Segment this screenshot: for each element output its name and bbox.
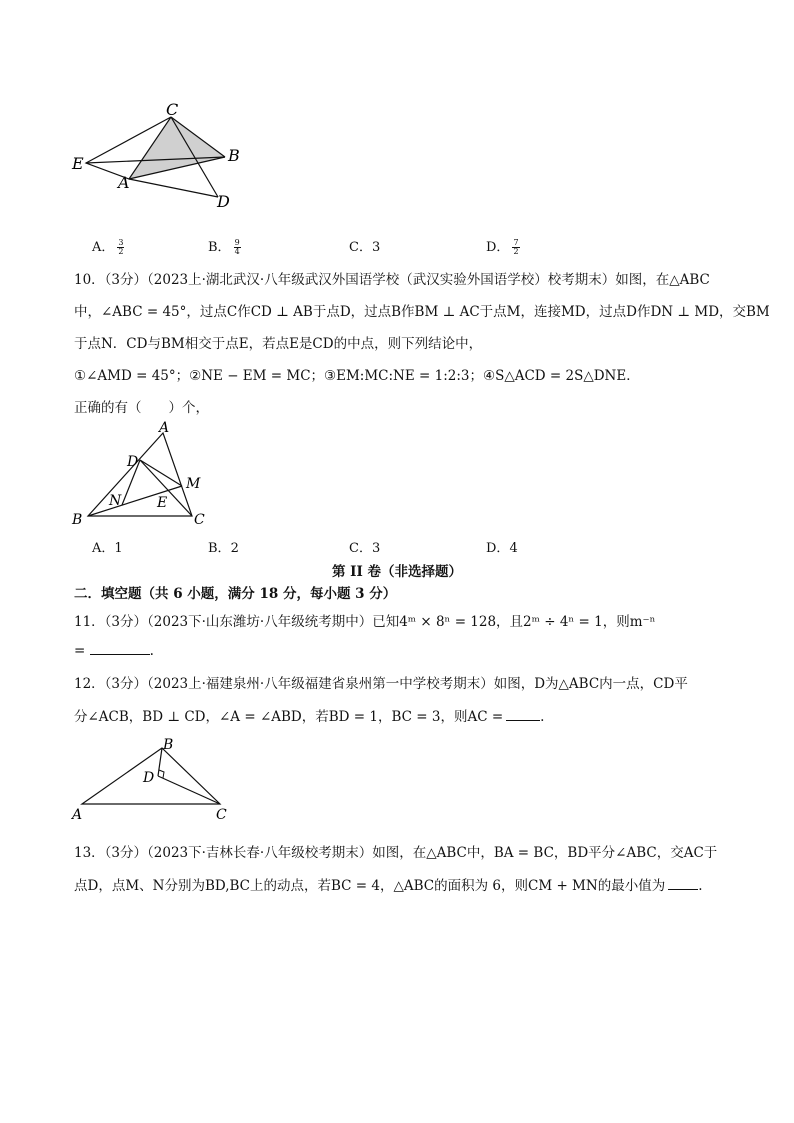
q10-option-b-value: 2 — [230, 541, 239, 556]
part2-title: 第 II 卷（非选择题） — [331, 564, 463, 580]
q10-option-c-letter: C． — [349, 541, 372, 556]
q10-option-c-value: 3 — [371, 541, 381, 556]
q13-line-2-text: 点D，点M、N分别为BD,BC上的动点，若BC = 4，△ABC的面积为 6，则CM + MN的最小值为 — [74, 878, 666, 894]
q12-line-2 — [74, 706, 544, 727]
q10-line-1: 10．（3分）（2023上·湖北武汉·八年级武汉外国语学校（武汉实验外国语学校）校考期末）如图，在△ABC — [74, 272, 710, 288]
q11-answer-blank[interactable] — [90, 640, 150, 655]
q9-option-c-value: 3 — [371, 240, 381, 255]
q13-line-1: 13．（3分）（2023下·吉林长春·八年级校考期末）如图，在△ABC中，BA = BC，BD平分∠ABC，交AC于 — [74, 845, 718, 861]
q9-option-d[interactable] — [486, 236, 520, 256]
q9-option-d-letter: D． — [486, 240, 510, 255]
q10-line-3: 于点N．CD与BM相交于点E，若点E是CD的中点，则下列结论中， — [74, 336, 483, 352]
q11-line-2 — [74, 640, 154, 661]
q9-option-a-letter: A． — [92, 240, 115, 255]
q11-line-1: 11．（3分）（2023下·山东潍坊·八年级统考期中）已知4ᵐ × 8ⁿ = 128，且2ᵐ ÷ 4ⁿ = 1，则m⁻ⁿ — [74, 614, 656, 630]
q12-label-a: A — [72, 807, 83, 823]
q10-line-2: 中，∠ABC = 45°，过点C作CD ⊥ AB于点D，过点B作BM ⊥ AC于点M，连接MD，过点D作DN ⊥ MD，交BM — [74, 304, 770, 320]
q12-label-c: C — [216, 807, 227, 823]
q12-line-1: 12．（3分）（2023上·福建泉州·八年级福建省泉州第一中学校考期末）如图，D为△ABC内一点，CD平 — [74, 676, 688, 692]
q12-period: . — [540, 709, 545, 725]
q10-option-a[interactable] — [92, 537, 123, 556]
q9-option-a-fraction: $\frac{3}{2}$ — [118, 238, 124, 256]
q9-label-d: D — [217, 192, 230, 211]
q9-option-d-fraction: $\frac{7}{2}$ — [513, 238, 519, 256]
q13-line-2 — [74, 875, 703, 896]
q10-label-b: B — [72, 512, 83, 528]
q11-period: . — [149, 643, 154, 659]
q10-option-d[interactable] — [486, 537, 518, 556]
q9-label-c: C — [166, 100, 179, 119]
q9-option-b-fraction: $\frac{9}{4}$ — [234, 238, 240, 256]
q13-period: . — [698, 878, 703, 894]
q10-option-a-letter: A． — [92, 541, 115, 556]
q12-label-d: D — [143, 770, 155, 786]
q10-option-b-letter: B． — [208, 541, 231, 556]
q10-option-c[interactable] — [349, 537, 380, 556]
q10-option-a-value: 1 — [114, 541, 123, 556]
q10-line-5: 正确的有（ ）个， — [74, 400, 209, 416]
q10-label-e: E — [157, 495, 168, 511]
q12-label-b: B — [163, 737, 174, 753]
q10-option-b[interactable] — [208, 537, 239, 556]
q9-line-ad — [129, 179, 218, 197]
q10-option-d-letter: D． — [486, 541, 510, 556]
q10-label-a: A — [159, 420, 170, 436]
q9-label-e: E — [72, 154, 84, 173]
q9-option-c-letter: C． — [349, 240, 372, 255]
q10-option-d-value: 4 — [509, 541, 518, 556]
q9-option-a[interactable] — [92, 236, 124, 256]
q12-line-bd — [158, 748, 162, 776]
q12-figure — [60, 736, 240, 826]
q10-label-m: M — [186, 476, 201, 492]
q9-option-b-letter: B． — [208, 240, 231, 255]
q10-label-c: C — [194, 512, 205, 528]
q10-triangle-abc — [88, 433, 192, 516]
q12-line-2-text: 分∠ACB，BD ⊥ CD，∠A = ∠ABD，若BD = 1，BC = 3，则AC = — [74, 709, 504, 725]
q9-option-b[interactable] — [208, 236, 241, 256]
q10-label-n: N — [109, 493, 122, 509]
q10-figure — [60, 418, 220, 530]
q9-label-a: A — [118, 173, 130, 192]
q9-figure — [60, 95, 260, 215]
q12-line-dc — [158, 776, 220, 804]
q12-answer-blank[interactable] — [506, 706, 540, 721]
q9-option-c[interactable] — [349, 236, 380, 255]
q13-answer-blank[interactable] — [668, 875, 698, 890]
q9-label-b: B — [228, 146, 240, 165]
q11-equals: = — [74, 643, 86, 659]
q10-label-d: D — [127, 454, 139, 470]
q10-line-4: ①∠AMD = 45°；②NE − EM = MC；③EM:MC:NE = 1:2:3；④S△ACD = 2S△DNE． — [74, 368, 640, 384]
section-heading: 二．填空题（共 6 小题，满分 18 分，每小题 3 分） — [74, 586, 397, 602]
